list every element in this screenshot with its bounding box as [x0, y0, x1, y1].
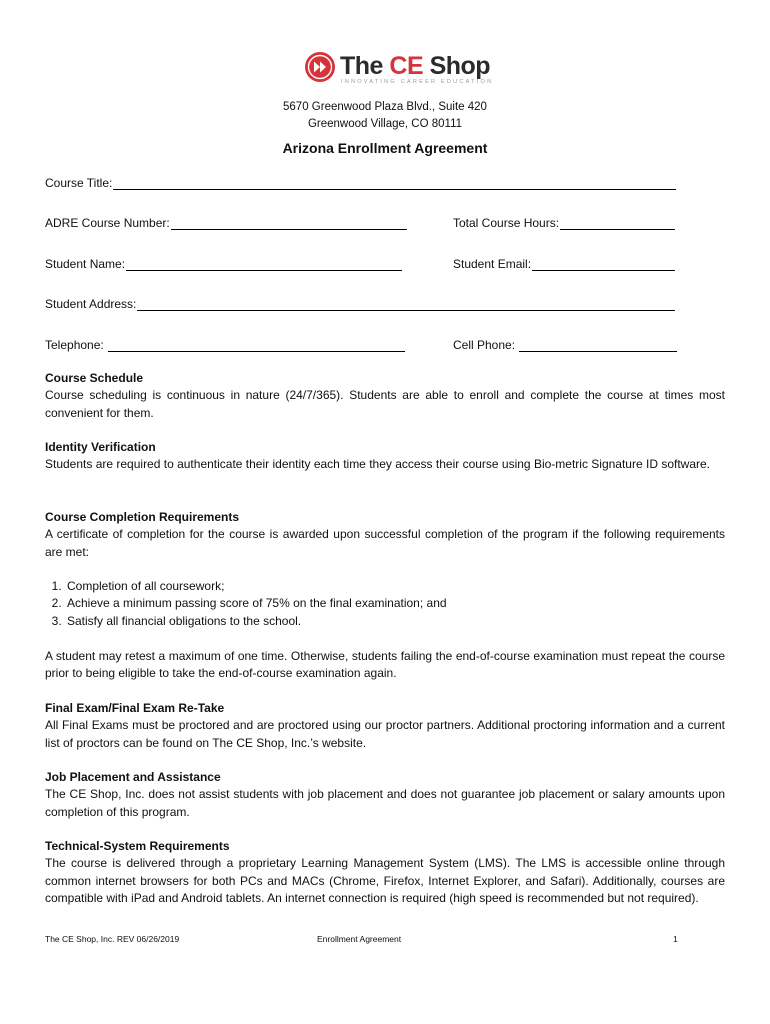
total-course-hours-field[interactable] [453, 216, 675, 230]
identity-verification-body: Students are required to authenticate their identity each time they access their course using Bio-metric Signature ID software. [45, 457, 711, 472]
student-name-line[interactable] [126, 257, 402, 271]
footer-document-name: Enrollment Agreement [317, 934, 402, 944]
course-title-line[interactable] [113, 176, 676, 190]
student-name-label: Student Name: [45, 257, 126, 271]
total-course-hours-line[interactable] [560, 216, 675, 230]
footer-page-number: 1 [673, 934, 678, 944]
course-completion-heading: Course Completion Requirements [45, 510, 240, 524]
student-email-field[interactable] [453, 257, 675, 271]
course-schedule-body: Course scheduling is continuous in nature (24/7/365). Students are able to enroll and complete the course at times most convenient for them. [45, 388, 725, 420]
final-exam-body: All Final Exams must be proctored and are proctored using our proctor partners. Additional proctoring information and a current list of proctors can be found on The CE Shop, Inc.’s website. [45, 718, 725, 750]
course-completion-body: A certificate of completion for the course is awarded upon successful completion of the program if the following requirements are met: [45, 527, 725, 559]
technical-requirements-section [45, 838, 725, 907]
student-email-line[interactable] [532, 257, 675, 271]
job-placement-body: The CE Shop, Inc. does not assist students with job placement and does not guarantee job placement or salary amounts upon completion of this program. [45, 787, 725, 819]
cell-phone-label: Cell Phone: [453, 338, 516, 352]
address-line-1: 5670 Greenwood Plaza Blvd., Suite 420 [283, 101, 487, 113]
identity-verification-section [45, 439, 725, 474]
course-completion-section [45, 509, 725, 561]
telephone-field[interactable] [45, 338, 405, 352]
student-address-label: Student Address: [45, 297, 137, 311]
cell-phone-field[interactable] [453, 338, 677, 352]
total-course-hours-label: Total Course Hours: [453, 216, 560, 230]
course-schedule-section [45, 370, 725, 422]
course-title-field[interactable] [45, 176, 676, 190]
course-schedule-heading: Course Schedule [45, 371, 144, 385]
address-line-2: Greenwood Village, CO 80111 [307, 118, 463, 130]
job-placement-section [45, 769, 725, 821]
final-exam-heading: Final Exam/Final Exam Re-Take [45, 701, 225, 715]
telephone-line[interactable] [108, 338, 405, 352]
job-placement-heading: Job Placement and Assistance [45, 770, 221, 784]
adre-course-number-field[interactable] [45, 216, 407, 230]
adre-course-number-line[interactable] [171, 216, 407, 230]
adre-course-number-label: ADRE Course Number: [45, 216, 170, 230]
fast-forward-icon [305, 52, 335, 82]
telephone-label: Telephone: [45, 338, 104, 352]
the-ce-shop-logo [305, 50, 494, 90]
logo-tagline: INNOVATING CAREER EDUCATION [341, 79, 494, 85]
retest-policy-body: A student may retest a maximum of one time. Otherwise, students failing the end-of-course examination must repeat the course prior to being eligible to take the end-of-course examination again. [45, 649, 725, 681]
technical-requirements-body: The course is delivered through a proprietary Learning Management System (LMS). The LMS is accessible online through common internet browsers for both PCs and MACs (Chrome, Firefox, Internet Explorer, and Safari). Additionally, courses are compatible with iPad and Android tablets. An internet connection is required (high speed is recommended but not required). [45, 856, 725, 905]
list-item: 1. Completion of all coursework; [65, 578, 725, 595]
footer-company-revision: The CE Shop, Inc. REV 06/26/2019 [45, 934, 180, 944]
student-name-field[interactable] [45, 257, 402, 271]
list-item: 3. Satisfy all financial obligations to the school. [65, 613, 725, 630]
cell-phone-line[interactable] [519, 338, 677, 352]
list-item: 2. Achieve a minimum passing score of 75% on the final examination; and [65, 595, 725, 612]
logo-wordmark: The CE Shop [340, 52, 491, 80]
document-title: Arizona Enrollment Agreement [282, 140, 488, 156]
retest-policy [45, 648, 725, 683]
technical-requirements-heading: Technical-System Requirements [45, 839, 230, 853]
student-address-line[interactable] [137, 297, 675, 311]
course-title-label: Course Title: [45, 176, 113, 190]
student-email-label: Student Email: [453, 257, 532, 271]
final-exam-section [45, 700, 725, 752]
completion-requirements-list [45, 578, 725, 630]
identity-verification-heading: Identity Verification [45, 440, 156, 454]
student-address-field[interactable] [45, 297, 675, 311]
